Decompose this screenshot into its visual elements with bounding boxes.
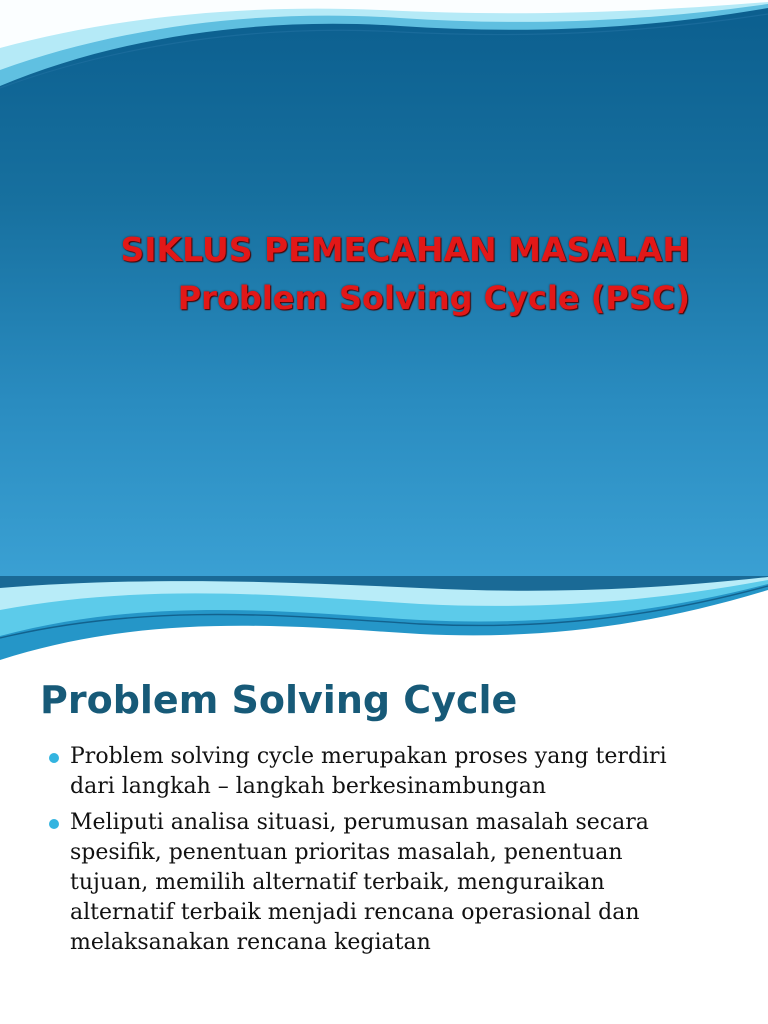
top-wave-decoration bbox=[0, 0, 768, 90]
bullet-dot-icon bbox=[49, 819, 59, 829]
bullet-line: melaksanakan rencana kegiatan bbox=[70, 930, 431, 955]
bullet-dot-icon bbox=[49, 753, 59, 763]
content-slide bbox=[0, 576, 768, 1024]
slide-title-line-1: SIKLUS PEMECAHAN MASALAH bbox=[120, 230, 690, 269]
bullet-line: spesifik, penentuan prioritas masalah, penentuan bbox=[70, 840, 623, 865]
bullet-item bbox=[0, 808, 740, 958]
top-wave-decoration bbox=[0, 576, 768, 666]
bullet-line: alternatif terbaik menjadi rencana operasional dan bbox=[70, 900, 640, 925]
title-block bbox=[0, 226, 690, 322]
bullet-line: Problem solving cycle merupakan proses yang terdiri bbox=[70, 744, 667, 769]
bullet-item bbox=[0, 742, 740, 802]
bullet-list bbox=[0, 742, 740, 964]
bullet-line: dari langkah – langkah berkesinambungan bbox=[70, 774, 546, 799]
slide-title-line-2: Problem Solving Cycle (PSC) bbox=[177, 279, 690, 317]
bullet-line: tujuan, memilih alternatif terbaik, menguraikan bbox=[70, 870, 605, 895]
bullet-line: Meliputi analisa situasi, perumusan masalah secara bbox=[70, 810, 649, 835]
slide-heading: Problem Solving Cycle bbox=[40, 678, 518, 722]
